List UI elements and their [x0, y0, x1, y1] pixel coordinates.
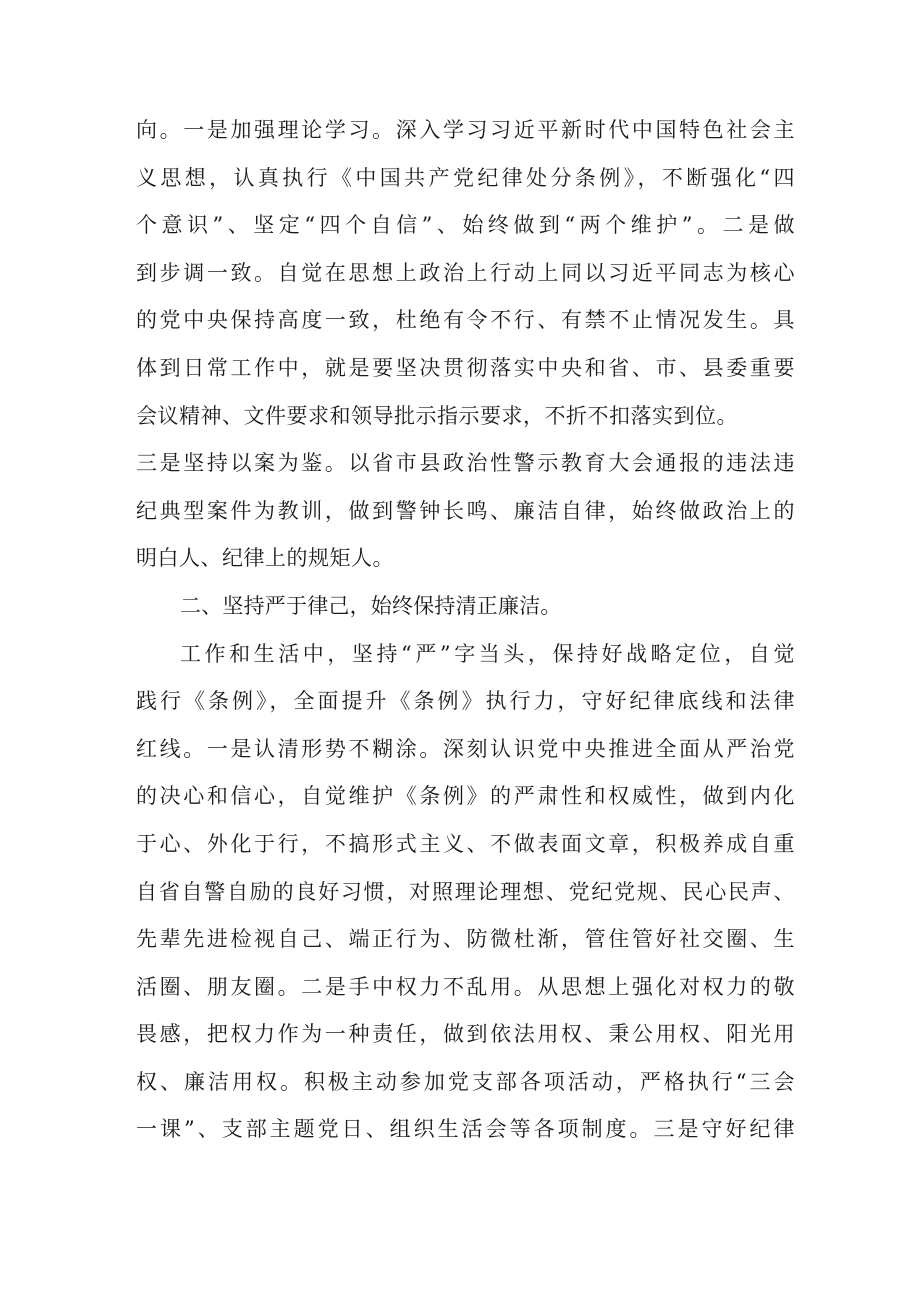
section-heading: 二、坚持严于律己，始终保持清正廉洁。 — [180, 593, 562, 618]
text-line: 到步调一致。自觉在思想上政治上行动上同以习近平同志为核心 — [136, 260, 795, 285]
text-line: 义思想，认真执行《中国共产党纪律处分条例》，不断强化“四 — [136, 165, 795, 190]
text-line: 践行《条例》，全面提升《条例》执行力，守好纪律底线和法律 — [136, 689, 795, 714]
text-line: 个意识”、坚定“四个自信”、始终做到“两个维护”。二是做 — [136, 213, 795, 238]
text-line: 红线。一是认清形势不糊涂。深刻认识党中央推进全面从严治党 — [136, 736, 795, 761]
text-line: 明白人、纪律上的规矩人。 — [136, 546, 394, 571]
paragraph-2 — [136, 631, 795, 1155]
text-line: 体到日常工作中，就是要坚决贯彻落实中央和省、市、县委重要 — [136, 355, 795, 380]
text-line: 会议精神、文件要求和领导批示指示要求，不折不扣落实到位。 — [136, 403, 738, 428]
text-line: 工作和生活中，坚持“严”字当头，保持好战略定位，自觉 — [180, 641, 795, 666]
text-line: 三是坚持以案为鉴。以省市县政治性警示教育大会通报的违法违 — [136, 451, 795, 476]
text-line: 于心、外化于行，不搞形式主义、不做表面文章，积极养成自重 — [136, 831, 795, 856]
text-line: 一课”、支部主题党日、组织生活会等各项制度。三是守好纪律 — [136, 1117, 795, 1142]
text-line: 活圈、朋友圈。二是手中权力不乱用。从思想上强化对权力的敬 — [136, 974, 795, 999]
text-line: 向。一是加强理论学习。深入学习习近平新时代中国特色社会主 — [136, 118, 795, 142]
text-line: 权、廉洁用权。积极主动参加党支部各项活动，严格执行“三会 — [136, 1069, 795, 1094]
text-line: 畏感，把权力作为一种责任，做到依法用权、秉公用权、阳光用 — [136, 1022, 795, 1047]
paragraph-1 — [136, 107, 795, 583]
text-line: 先辈先进检视自己、端正行为、防微杜渐，管住管好社交圈、生 — [136, 927, 795, 952]
text-line: 的党中央保持高度一致，杜绝有令不行、有禁不止情况发生。具 — [136, 308, 795, 333]
text-line: 的决心和信心，自觉维护《条例》的严肃性和权威性，做到内化 — [136, 784, 795, 809]
text-line: 纪典型案件为教训，做到警钟长鸣、廉洁自律，始终做政治上的 — [136, 498, 795, 523]
text-line: 自省自警自励的良好习惯，对照理论理想、党纪党规、民心民声、 — [136, 879, 795, 904]
